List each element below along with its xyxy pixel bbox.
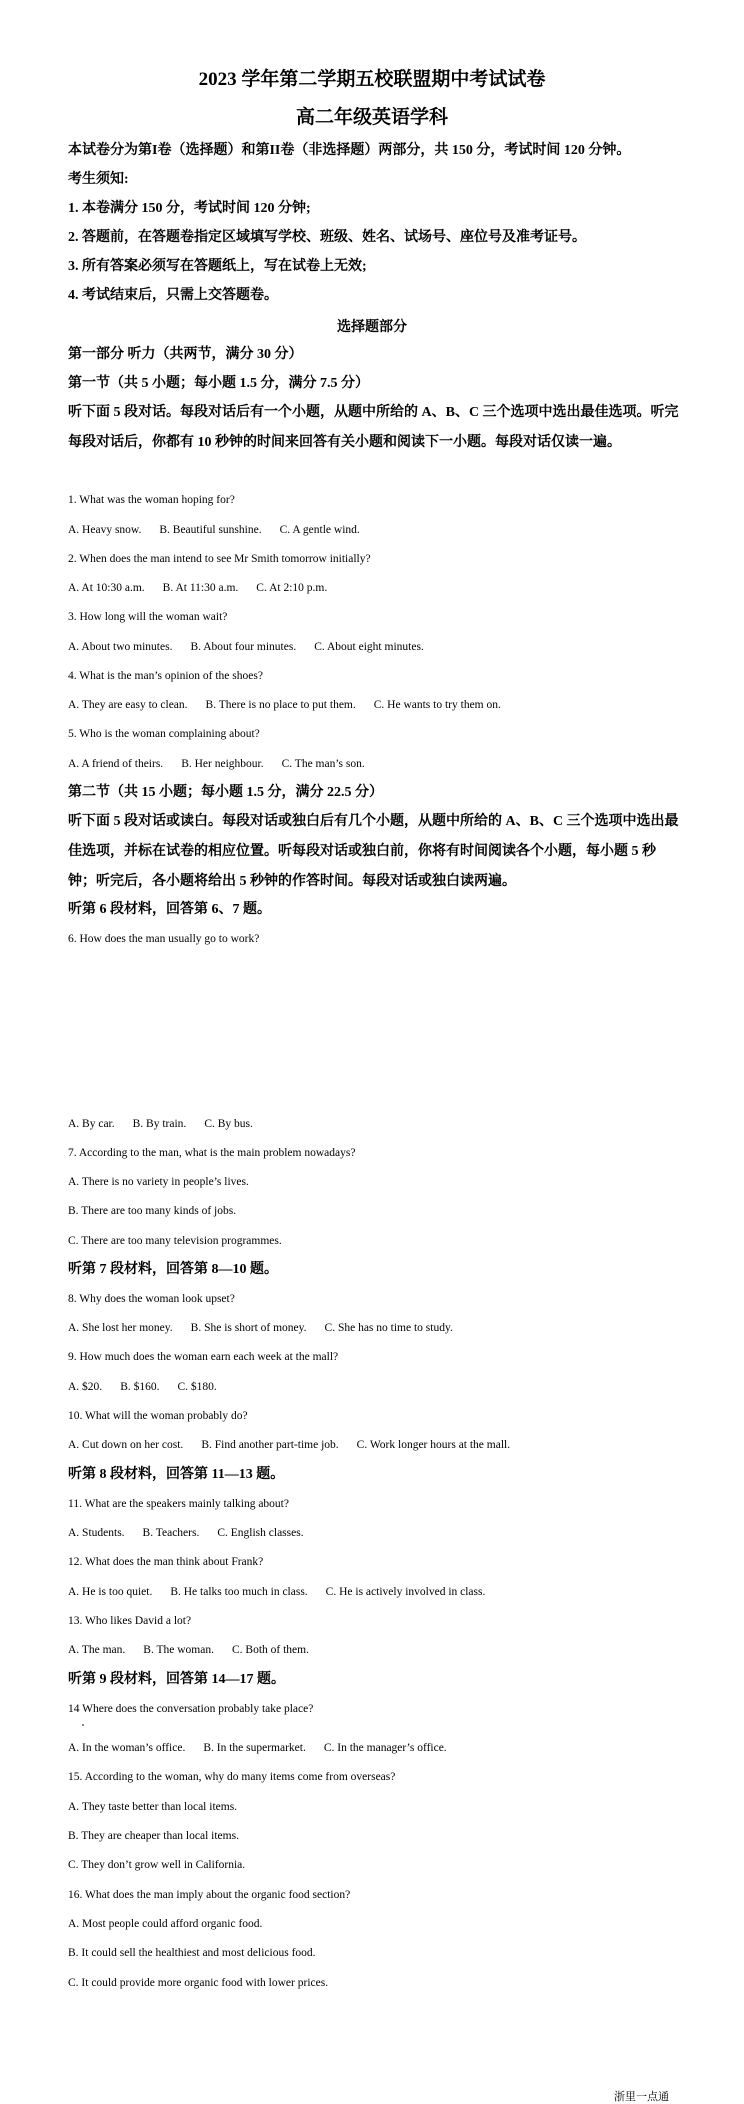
option: A. By car. bbox=[68, 1118, 115, 1130]
question-text: 12. What does the man think about Frank? bbox=[68, 1556, 264, 1568]
option: C. He is actively involved in class. bbox=[325, 1586, 486, 1598]
option: B. Her neighbour. bbox=[181, 758, 264, 770]
option: A. $20. bbox=[68, 1381, 103, 1393]
question-options bbox=[68, 1379, 217, 1395]
question-text: 13. Who likes David a lot? bbox=[68, 1615, 192, 1627]
question-text: 11. What are the speakers mainly talking about? bbox=[68, 1498, 289, 1510]
option: B. At 11:30 a.m. bbox=[162, 582, 239, 594]
section-title: 选择题部分 bbox=[337, 320, 407, 335]
question-options bbox=[68, 697, 501, 713]
print-speck bbox=[82, 1724, 84, 1726]
exam-title: 2023 学年第二学期五校联盟期中考试试卷 bbox=[198, 69, 546, 90]
question-text: 15. According to the woman, why do many items come from overseas? bbox=[68, 1771, 396, 1783]
exam-subtitle: 高二年级英语学科 bbox=[295, 107, 448, 128]
section2-instructions: 听下面 5 段对话或读白。每段对话或独白后有几个小题，从题中所给的 A、B、C 三个选项中选出最佳选项，并标在试卷的相应位置。听每段对话或独白前，你将有时间阅读各个小题，每小题 5 秒钟；听完后，各小题将给出 5 秒钟的作答时间。每段对话或独白读两遍。 bbox=[68, 814, 679, 889]
option: A. They taste better than local items. bbox=[68, 1801, 238, 1813]
question-options bbox=[68, 1320, 453, 1336]
option: C. $180. bbox=[177, 1381, 217, 1393]
question-options bbox=[68, 522, 360, 538]
option: B. It could sell the healthiest and most delicious food. bbox=[68, 1947, 316, 1959]
question-text: 10. What will the woman probably do? bbox=[68, 1410, 248, 1422]
option: C. A gentle wind. bbox=[279, 524, 360, 536]
exam-description: 本试卷分为第I卷（选择题）和第II卷（非选择题）两部分，共 150 分，考试时间 120 分钟。 bbox=[68, 143, 631, 158]
option: B. $160. bbox=[120, 1381, 160, 1393]
option: A. In the woman’s office. bbox=[68, 1742, 186, 1754]
option: C. There are too many television programmes. bbox=[68, 1235, 282, 1247]
option: B. There is no place to put them. bbox=[205, 699, 356, 711]
option: A. Students. bbox=[68, 1527, 125, 1539]
material-header: 听第 7 段材料，回答第 8—10 题。 bbox=[68, 1262, 278, 1277]
option: B. He talks too much in class. bbox=[170, 1586, 308, 1598]
notice-item: 2. 答题前，在答题卷指定区域填写学校、班级、姓名、试场号、座位号及准考证号。 bbox=[68, 230, 586, 245]
option: B. Teachers. bbox=[142, 1527, 200, 1539]
option: A. There is no variety in people’s lives. bbox=[68, 1176, 249, 1188]
watermark-label: 浙里一点通 bbox=[614, 2091, 669, 2103]
option: A. At 10:30 a.m. bbox=[68, 582, 145, 594]
question-text: 3. How long will the woman wait? bbox=[68, 611, 228, 623]
option: C. He wants to try them on. bbox=[373, 699, 501, 711]
question-options bbox=[68, 1116, 253, 1132]
option: C. By bus. bbox=[204, 1118, 253, 1130]
question-options bbox=[68, 639, 424, 655]
part1-title: 第一部分 听力（共两节，满分 30 分） bbox=[68, 347, 303, 362]
option: C. Both of them. bbox=[231, 1644, 309, 1656]
question-options bbox=[68, 756, 365, 772]
option: B. The woman. bbox=[143, 1644, 214, 1656]
question-text: 9. How much does the woman earn each week at the mall? bbox=[68, 1351, 339, 1363]
question-options bbox=[68, 1584, 485, 1600]
option: C. The man’s son. bbox=[281, 758, 365, 770]
option: C. About eight minutes. bbox=[314, 641, 424, 653]
option: B. Beautiful sunshine. bbox=[159, 524, 262, 536]
option: B. She is short of money. bbox=[190, 1322, 307, 1334]
question-text: 14 Where does the conversation probably take place? bbox=[68, 1703, 314, 1715]
material-header: 听第 8 段材料，回答第 11—13 题。 bbox=[68, 1467, 285, 1482]
question-text: 1. What was the woman hoping for? bbox=[68, 494, 235, 506]
question-text: 8. Why does the woman look upset? bbox=[68, 1293, 235, 1305]
section2-title: 第二节（共 15 小题；每小题 1.5 分，满分 22.5 分） bbox=[68, 785, 383, 800]
option: A. She lost her money. bbox=[68, 1322, 173, 1334]
option: B. They are cheaper than local items. bbox=[68, 1830, 239, 1842]
option: A. About two minutes. bbox=[68, 641, 173, 653]
option: C. It could provide more organic food with lower prices. bbox=[68, 1977, 329, 1989]
question-options bbox=[68, 1642, 309, 1658]
notice-item: 3. 所有答案必须写在答题纸上，写在试卷上无效; bbox=[68, 259, 367, 274]
question-options bbox=[68, 1437, 510, 1453]
question-options bbox=[68, 1525, 304, 1541]
option: A. The man. bbox=[68, 1644, 126, 1656]
option: C. English classes. bbox=[217, 1527, 304, 1539]
notice-label: 考生须知: bbox=[68, 172, 129, 187]
question-options bbox=[68, 1740, 447, 1756]
section1-instructions: 听下面 5 段对话。每段对话后有一个小题，从题中所给的 A、B、C 三个选项中选出最佳选项。听完每段对话后，你都有 10 秒钟的时间来回答有关小题和阅读下一小题。每段对话仅读一遍。 bbox=[68, 405, 679, 450]
option: B. Find another part-time job. bbox=[201, 1439, 339, 1451]
question-text: 4. What is the man’s opinion of the shoes? bbox=[68, 670, 263, 682]
material-header: 听第 9 段材料，回答第 14—17 题。 bbox=[68, 1672, 285, 1687]
option: B. In the supermarket. bbox=[203, 1742, 306, 1754]
option: A. Cut down on her cost. bbox=[68, 1439, 184, 1451]
notice-item: 4. 考试结束后，只需上交答题卷。 bbox=[68, 288, 278, 303]
option: A. Most people could afford organic food. bbox=[68, 1918, 263, 1930]
option: C. She has no time to study. bbox=[324, 1322, 453, 1334]
question-options bbox=[68, 580, 327, 596]
option: C. They don’t grow well in California. bbox=[68, 1859, 246, 1871]
option: C. In the manager’s office. bbox=[323, 1742, 447, 1754]
option: B. About four minutes. bbox=[190, 641, 297, 653]
question-text: 6. How does the man usually go to work? bbox=[68, 933, 260, 945]
option: B. There are too many kinds of jobs. bbox=[68, 1205, 237, 1217]
option: A. They are easy to clean. bbox=[68, 699, 188, 711]
section1-title: 第一节（共 5 小题；每小题 1.5 分，满分 7.5 分） bbox=[68, 376, 369, 391]
material-header: 听第 6 段材料，回答第 6、7 题。 bbox=[68, 902, 271, 917]
question-text: 7. According to the man, what is the main problem nowadays? bbox=[68, 1147, 356, 1159]
question-text: 5. Who is the woman complaining about? bbox=[68, 728, 260, 740]
question-text: 2. When does the man intend to see Mr Smith tomorrow initially? bbox=[68, 553, 371, 565]
option: C. Work longer hours at the mall. bbox=[356, 1439, 511, 1451]
option: A. A friend of theirs. bbox=[68, 758, 164, 770]
notice-item: 1. 本卷满分 150 分，考试时间 120 分钟; bbox=[68, 201, 311, 216]
option: A. Heavy snow. bbox=[68, 524, 142, 536]
question-text: 16. What does the man imply about the organic food section? bbox=[68, 1889, 351, 1901]
option: B. By train. bbox=[132, 1118, 187, 1130]
option: C. At 2:10 p.m. bbox=[256, 582, 328, 594]
option: A. He is too quiet. bbox=[68, 1586, 153, 1598]
